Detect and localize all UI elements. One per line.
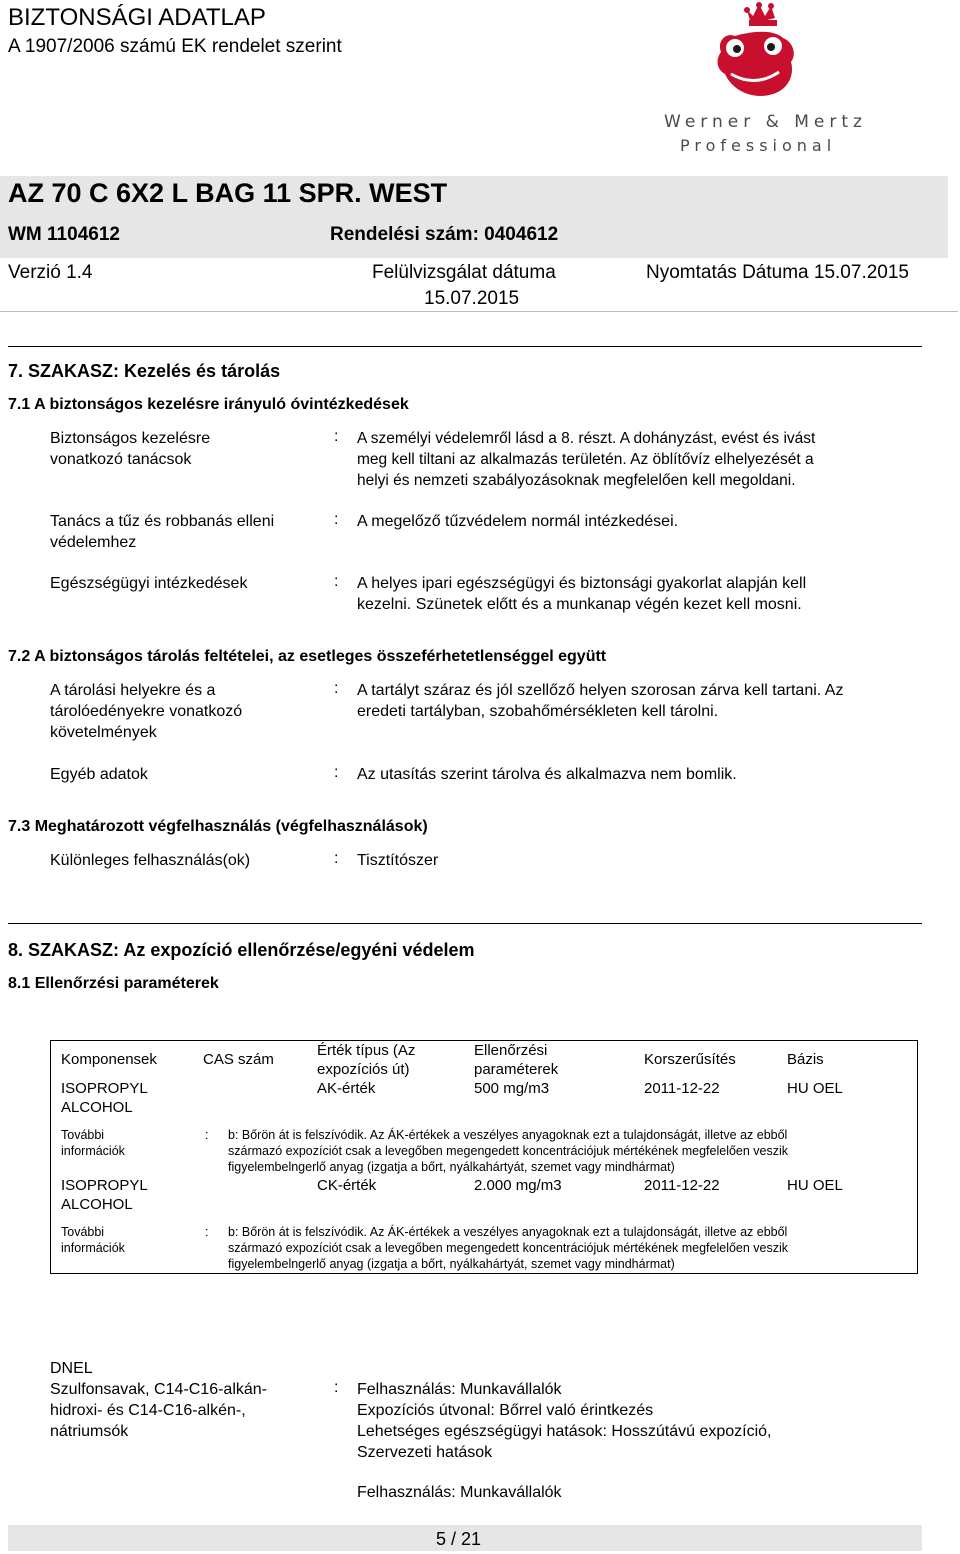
specific-use-label: Különleges felhasználás(ok): [50, 852, 251, 869]
section-8-title: 8. SZAKASZ: Az expozíció ellenőrzése/egyéni védelem: [8, 940, 475, 960]
table-cell-info-label: További információk: [61, 1128, 125, 1158]
other-data-label: Egyéb adatok: [50, 766, 148, 783]
colon: :: [334, 511, 339, 528]
section-divider: [8, 346, 922, 347]
dnel-substance-label: Szulfonsavak, C14-C16-alkán- hidroxi- és C14-C16-alkén-, nátriumsók: [50, 1381, 267, 1440]
document-title: BIZTONSÁGI ADATLAP: [8, 4, 266, 31]
colon: :: [334, 1379, 339, 1396]
column-header-ertek-tipus: Érték típus (Az expozíciós út): [317, 1042, 416, 1078]
handling-advice-label: Biztonságos kezelésre vonatkozó tanácsok: [50, 430, 211, 468]
storage-requirements-label: A tárolási helyekre és a tárolóedényekre vonatkozó követelmények: [50, 682, 243, 741]
table-cell-date: 2011-12-22: [644, 1080, 720, 1097]
product-wm-number: WM 1104612: [8, 224, 120, 245]
other-data-value: Az utasítás szerint tárolva és alkalmazva nem bomlik.: [357, 766, 737, 783]
section-7-title: 7. SZAKASZ: Kezelés és tárolás: [8, 361, 281, 381]
table-cell-value-type: AK-érték: [317, 1080, 376, 1097]
subsection-8-1-title: 8.1 Ellenőrzési paraméterek: [8, 975, 219, 992]
header-divider: [0, 311, 958, 312]
colon: :: [205, 1128, 209, 1142]
column-header-korszerusites: Korszerűsítés: [644, 1051, 736, 1068]
table-cell-info-label: További információk: [61, 1225, 125, 1255]
column-header-bazis: Bázis: [787, 1051, 824, 1068]
colon: :: [334, 428, 339, 445]
table-cell-parameter: 2.000 mg/m3: [474, 1177, 562, 1194]
table-cell-component: ISOPROPYL ALCOHOL: [61, 1080, 148, 1116]
subsection-7-3-title: 7.3 Meghatározott végfelhasználás (végfelhasználások): [8, 818, 428, 835]
hygiene-measures-label: Egészségügyi intézkedések: [50, 575, 248, 592]
fire-protection-value: A megelőző tűzvédelem normál intézkedései.: [357, 513, 679, 530]
table-cell-basis: HU OEL: [787, 1080, 843, 1097]
colon: :: [334, 680, 339, 697]
logo-wordmark: Werner & Mertz: [664, 112, 867, 132]
order-number: Rendelési szám: 0404612: [330, 224, 559, 245]
revision-date: 15.07.2015: [424, 288, 520, 309]
revision-label: Felülvizsgálat dátuma: [372, 262, 556, 283]
version: Verzió 1.4: [8, 262, 93, 283]
column-header-cas: CAS szám: [203, 1051, 274, 1068]
fire-protection-label: Tanács a tűz és robbanás elleni védelemhez: [50, 513, 275, 551]
handling-advice-value: A személyi védelemről lásd a 8. részt. A dohányzást, evést és ivást meg kell tiltani az alkalmazás területén. Az öblítővíz elhelyezését a helyi és nemzeti szabályozásoknak megfelelően kell megoldani.: [357, 430, 816, 489]
logo-wordmark-sub: Professional: [680, 136, 837, 155]
hygiene-measures-value: A helyes ipari egészségügyi és biztonsági gyakorlat alapján kell kezelni. Szünetek előtt és a munkanap végén kezet kell mosni.: [357, 575, 807, 613]
dnel-value: Felhasználás: Munkavállalók Expozíciós útvonal: Bőrrel való érintkezés Lehetséges egészségügyi hatások: Hosszútávú expozíció, Szervezeti hatások: [357, 1381, 772, 1461]
table-cell-value-type: CK-érték: [317, 1177, 377, 1194]
dnel-value-2: Felhasználás: Munkavállalók: [357, 1484, 562, 1501]
colon: :: [334, 573, 339, 590]
column-header-komponensek: Komponensek: [61, 1051, 157, 1068]
subsection-7-2-title: 7.2 A biztonságos tárolás feltételei, az esetleges összeférhetetlenséggel együtt: [8, 648, 607, 665]
dnel-title: DNEL: [50, 1360, 93, 1377]
column-header-ellenorzesi: Ellenőrzési paraméterek: [474, 1042, 559, 1078]
specific-use-value: Tisztítószer: [357, 852, 439, 869]
table-cell-info-text: b: Bőrön át is felszívódik. Az ÁK-értékek a veszélyes anyagoknak ezt a tulajdonságát, illetve az ebből származó expozíciót csak a levegőben megengedett koncentrációjuk mértékének megfelelően veszik figyelembelngerlő anyag (izgatja a bőrt, nyálkahártyát, szemet vagy mindhármat): [228, 1128, 789, 1174]
colon: :: [334, 850, 339, 867]
storage-requirements-value: A tartályt száraz és jól szellőző helyen szorosan zárva kell tartani. Az eredeti tartályban, szobahőmérsékleten kell tárolni.: [357, 682, 844, 720]
table-cell-component: ISOPROPYL ALCOHOL: [61, 1177, 148, 1213]
table-cell-info-text: b: Bőrön át is felszívódik. Az ÁK-értékek a veszélyes anyagoknak ezt a tulajdonságát, illetve az ebből származó expozíciót csak a levegőben megengedett koncentrációjuk mértékének megfelelően veszik figyelembelngerlő anyag (izgatja a bőrt, nyálkahártyát, szemet vagy mindhármat): [228, 1225, 789, 1271]
document-subtitle: A 1907/2006 számú EK rendelet szerint: [8, 36, 342, 57]
colon: :: [205, 1225, 209, 1239]
table-cell-date: 2011-12-22: [644, 1177, 720, 1194]
product-name: AZ 70 C 6X2 L BAG 11 SPR. WEST: [8, 178, 448, 208]
subsection-7-1-title: 7.1 A biztonságos kezelésre irányuló óvintézkedések: [8, 396, 409, 413]
colon: :: [334, 764, 339, 781]
table-cell-parameter: 500 mg/m3: [474, 1080, 550, 1097]
table-cell-basis: HU OEL: [787, 1177, 843, 1194]
print-date: Nyomtatás Dátuma 15.07.2015: [646, 262, 909, 283]
section-divider: [8, 923, 922, 924]
page-number: 5 / 21: [436, 1529, 482, 1549]
